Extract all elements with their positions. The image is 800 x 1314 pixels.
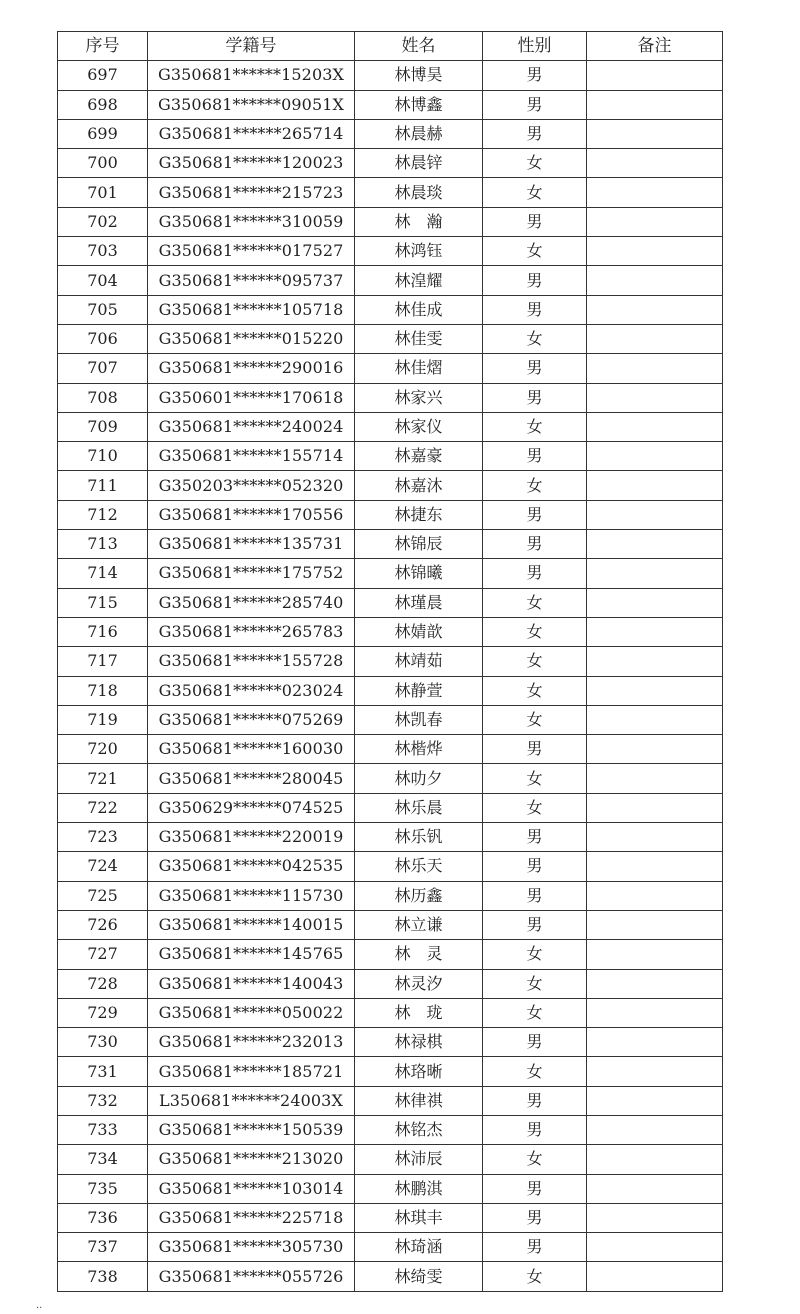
name-cell: 林 灵	[355, 940, 483, 969]
seq-cell: 731	[58, 1057, 148, 1086]
header-gender: 性别	[483, 32, 587, 61]
note-cell	[587, 793, 723, 822]
table-row	[58, 383, 723, 412]
name-cell: 林楷烨	[355, 735, 483, 764]
seq-cell: 707	[58, 354, 148, 383]
note-cell	[587, 1086, 723, 1115]
gender-cell: 女	[483, 1145, 587, 1174]
gender-cell: 女	[483, 1057, 587, 1086]
gender-cell: 女	[483, 588, 587, 617]
seq-cell: 700	[58, 149, 148, 178]
gender-cell: 女	[483, 793, 587, 822]
table-header	[58, 32, 723, 61]
table-row	[58, 588, 723, 617]
gender-cell: 男	[483, 295, 587, 324]
student-id-cell: G350681******075269	[148, 705, 355, 734]
gender-cell: 男	[483, 207, 587, 236]
seq-cell: 702	[58, 207, 148, 236]
gender-cell: 男	[483, 910, 587, 939]
student-id-cell: G350681******015220	[148, 324, 355, 353]
student-id-cell: G350681******170556	[148, 500, 355, 529]
name-cell: 林琦涵	[355, 1233, 483, 1262]
seq-cell: 709	[58, 412, 148, 441]
note-cell	[587, 1174, 723, 1203]
student-id-cell: G350681******232013	[148, 1028, 355, 1057]
seq-cell: 732	[58, 1086, 148, 1115]
gender-cell: 男	[483, 90, 587, 119]
student-id-cell: G350681******155728	[148, 647, 355, 676]
student-id-cell: G350681******09051X	[148, 90, 355, 119]
note-cell	[587, 998, 723, 1027]
gender-cell: 女	[483, 471, 587, 500]
name-cell: 林湟耀	[355, 266, 483, 295]
table-row	[58, 295, 723, 324]
table-row	[58, 1115, 723, 1144]
student-id-cell: G350681******095737	[148, 266, 355, 295]
student-id-cell: G350681******135731	[148, 530, 355, 559]
note-cell	[587, 705, 723, 734]
student-id-cell: G350681******310059	[148, 207, 355, 236]
table-row	[58, 910, 723, 939]
note-cell	[587, 237, 723, 266]
seq-cell: 725	[58, 881, 148, 910]
name-cell: 林灵汐	[355, 969, 483, 998]
student-id-cell: G350681******140043	[148, 969, 355, 998]
student-id-cell: G350681******305730	[148, 1233, 355, 1262]
name-cell: 林锦辰	[355, 530, 483, 559]
name-cell: 林鹏淇	[355, 1174, 483, 1203]
student-id-cell: G350681******160030	[148, 735, 355, 764]
seq-cell: 714	[58, 559, 148, 588]
seq-cell: 737	[58, 1233, 148, 1262]
gender-cell: 男	[483, 1174, 587, 1203]
gender-cell: 男	[483, 354, 587, 383]
seq-cell: 703	[58, 237, 148, 266]
gender-cell: 女	[483, 237, 587, 266]
student-id-cell: G350681******105718	[148, 295, 355, 324]
table-row	[58, 1057, 723, 1086]
table-row	[58, 178, 723, 207]
name-cell: 林鸿钰	[355, 237, 483, 266]
name-cell: 林婧歆	[355, 617, 483, 646]
table-row	[58, 324, 723, 353]
note-cell	[587, 530, 723, 559]
seq-cell: 710	[58, 442, 148, 471]
student-id-cell: G350681******220019	[148, 823, 355, 852]
note-cell	[587, 1115, 723, 1144]
gender-cell: 男	[483, 530, 587, 559]
seq-cell: 713	[58, 530, 148, 559]
note-cell	[587, 442, 723, 471]
seq-cell: 738	[58, 1262, 148, 1291]
header-name: 姓名	[355, 32, 483, 61]
note-cell	[587, 588, 723, 617]
note-cell	[587, 676, 723, 705]
table-row	[58, 207, 723, 236]
name-cell: 林乐钒	[355, 823, 483, 852]
name-cell: 林珞晰	[355, 1057, 483, 1086]
name-cell: 林铭杰	[355, 1115, 483, 1144]
note-cell	[587, 471, 723, 500]
student-id-cell: G350681******280045	[148, 764, 355, 793]
table-row	[58, 61, 723, 90]
name-cell: 林 珑	[355, 998, 483, 1027]
student-id-cell: G350601******170618	[148, 383, 355, 412]
gender-cell: 女	[483, 412, 587, 441]
table-row	[58, 969, 723, 998]
table-row	[58, 500, 723, 529]
name-cell: 林晨锌	[355, 149, 483, 178]
note-cell	[587, 1203, 723, 1232]
name-cell: 林琪丰	[355, 1203, 483, 1232]
note-cell	[587, 266, 723, 295]
name-cell: 林佳雯	[355, 324, 483, 353]
name-cell: 林嘉豪	[355, 442, 483, 471]
note-cell	[587, 1028, 723, 1057]
name-cell: 林佳熠	[355, 354, 483, 383]
student-id-cell: G350681******155714	[148, 442, 355, 471]
gender-cell: 女	[483, 998, 587, 1027]
gender-cell: 男	[483, 852, 587, 881]
table-row	[58, 1203, 723, 1232]
gender-cell: 男	[483, 823, 587, 852]
table-row	[58, 530, 723, 559]
seq-cell: 705	[58, 295, 148, 324]
name-cell: 林禄棋	[355, 1028, 483, 1057]
gender-cell: 男	[483, 442, 587, 471]
gender-cell: 女	[483, 647, 587, 676]
name-cell: 林家仪	[355, 412, 483, 441]
student-id-cell: G350681******103014	[148, 1174, 355, 1203]
seq-cell: 728	[58, 969, 148, 998]
name-cell: 林晨琰	[355, 178, 483, 207]
table-row	[58, 705, 723, 734]
note-cell	[587, 647, 723, 676]
seq-cell: 716	[58, 617, 148, 646]
seq-cell: 697	[58, 61, 148, 90]
note-cell	[587, 852, 723, 881]
seq-cell: 701	[58, 178, 148, 207]
table-row	[58, 647, 723, 676]
note-cell	[587, 178, 723, 207]
table-row	[58, 735, 723, 764]
seq-cell: 734	[58, 1145, 148, 1174]
student-id-cell: L350681******24003X	[148, 1086, 355, 1115]
seq-cell: 719	[58, 705, 148, 734]
seq-cell: 712	[58, 500, 148, 529]
seq-cell: 736	[58, 1203, 148, 1232]
seq-cell: 722	[58, 793, 148, 822]
name-cell: 林嘉沐	[355, 471, 483, 500]
name-cell: 林绮雯	[355, 1262, 483, 1291]
note-cell	[587, 207, 723, 236]
table-row	[58, 617, 723, 646]
gender-cell: 女	[483, 764, 587, 793]
note-cell	[587, 1057, 723, 1086]
gender-cell: 女	[483, 1262, 587, 1291]
gender-cell: 女	[483, 149, 587, 178]
student-id-cell: G350681******175752	[148, 559, 355, 588]
table-row	[58, 940, 723, 969]
student-id-cell: G350681******042535	[148, 852, 355, 881]
table-row	[58, 764, 723, 793]
header-note: 备注	[587, 32, 723, 61]
note-cell	[587, 1145, 723, 1174]
table-row	[58, 412, 723, 441]
gender-cell: 男	[483, 559, 587, 588]
student-id-cell: G350681******213020	[148, 1145, 355, 1174]
name-cell: 林家兴	[355, 383, 483, 412]
gender-cell: 女	[483, 324, 587, 353]
seq-cell: 708	[58, 383, 148, 412]
student-id-cell: G350681******215723	[148, 178, 355, 207]
seq-cell: 698	[58, 90, 148, 119]
student-id-cell: G350629******074525	[148, 793, 355, 822]
table-row	[58, 676, 723, 705]
gender-cell: 男	[483, 1028, 587, 1057]
table-row	[58, 1145, 723, 1174]
note-cell	[587, 881, 723, 910]
note-cell	[587, 735, 723, 764]
name-cell: 林 瀚	[355, 207, 483, 236]
gender-cell: 女	[483, 178, 587, 207]
seq-cell: 733	[58, 1115, 148, 1144]
table-row	[58, 881, 723, 910]
student-id-cell: G350681******265714	[148, 119, 355, 148]
student-id-cell: G350681******120023	[148, 149, 355, 178]
table-row	[58, 1086, 723, 1115]
note-cell	[587, 969, 723, 998]
student-id-cell: G350681******265783	[148, 617, 355, 646]
note-cell	[587, 412, 723, 441]
table-row	[58, 1233, 723, 1262]
seq-cell: 721	[58, 764, 148, 793]
table-row	[58, 998, 723, 1027]
student-id-cell: G350681******290016	[148, 354, 355, 383]
gender-cell: 女	[483, 617, 587, 646]
student-id-cell: G350203******052320	[148, 471, 355, 500]
name-cell: 林立谦	[355, 910, 483, 939]
name-cell: 林捷东	[355, 500, 483, 529]
seq-cell: 727	[58, 940, 148, 969]
gender-cell: 男	[483, 266, 587, 295]
seq-cell: 720	[58, 735, 148, 764]
table-row	[58, 1028, 723, 1057]
student-id-cell: G350681******150539	[148, 1115, 355, 1144]
gender-cell: 男	[483, 119, 587, 148]
student-id-cell: G350681******115730	[148, 881, 355, 910]
name-cell: 林博昊	[355, 61, 483, 90]
student-id-cell: G350681******145765	[148, 940, 355, 969]
header-seq: 序号	[58, 32, 148, 61]
header-row	[58, 32, 723, 61]
student-id-cell: G350681******240024	[148, 412, 355, 441]
note-cell	[587, 119, 723, 148]
seq-cell: 704	[58, 266, 148, 295]
note-cell	[587, 324, 723, 353]
table-row	[58, 1174, 723, 1203]
name-cell: 林佳成	[355, 295, 483, 324]
note-cell	[587, 383, 723, 412]
note-cell	[587, 354, 723, 383]
gender-cell: 男	[483, 61, 587, 90]
seq-cell: 706	[58, 324, 148, 353]
seq-cell: 717	[58, 647, 148, 676]
student-id-cell: G350681******185721	[148, 1057, 355, 1086]
table-row	[58, 149, 723, 178]
name-cell: 林靖茹	[355, 647, 483, 676]
note-cell	[587, 61, 723, 90]
student-id-cell: G350681******225718	[148, 1203, 355, 1232]
gender-cell: 男	[483, 1203, 587, 1232]
student-id-cell: G350681******023024	[148, 676, 355, 705]
student-id-cell: G350681******017527	[148, 237, 355, 266]
student-id-cell: G350681******055726	[148, 1262, 355, 1291]
table-row	[58, 119, 723, 148]
page-footer-mark: ··	[36, 1303, 43, 1314]
note-cell	[587, 1262, 723, 1291]
seq-cell: 718	[58, 676, 148, 705]
seq-cell: 729	[58, 998, 148, 1027]
note-cell	[587, 1233, 723, 1262]
name-cell: 林静萱	[355, 676, 483, 705]
seq-cell: 723	[58, 823, 148, 852]
note-cell	[587, 764, 723, 793]
gender-cell: 女	[483, 676, 587, 705]
table-row	[58, 793, 723, 822]
note-cell	[587, 559, 723, 588]
gender-cell: 男	[483, 1115, 587, 1144]
gender-cell: 男	[483, 383, 587, 412]
note-cell	[587, 500, 723, 529]
name-cell: 林博鑫	[355, 90, 483, 119]
note-cell	[587, 295, 723, 324]
table-row	[58, 1262, 723, 1291]
table-row	[58, 442, 723, 471]
seq-cell: 715	[58, 588, 148, 617]
table-row	[58, 266, 723, 295]
seq-cell: 711	[58, 471, 148, 500]
table-row	[58, 852, 723, 881]
student-id-cell: G350681******15203X	[148, 61, 355, 90]
name-cell: 林叻夕	[355, 764, 483, 793]
gender-cell: 男	[483, 881, 587, 910]
gender-cell: 女	[483, 969, 587, 998]
name-cell: 林晨赫	[355, 119, 483, 148]
gender-cell: 女	[483, 940, 587, 969]
seq-cell: 726	[58, 910, 148, 939]
name-cell: 林乐天	[355, 852, 483, 881]
gender-cell: 男	[483, 1233, 587, 1262]
student-id-cell: G350681******140015	[148, 910, 355, 939]
table-row	[58, 823, 723, 852]
table-row	[58, 559, 723, 588]
note-cell	[587, 149, 723, 178]
name-cell: 林凯春	[355, 705, 483, 734]
note-cell	[587, 910, 723, 939]
name-cell: 林瑾晨	[355, 588, 483, 617]
gender-cell: 男	[483, 500, 587, 529]
gender-cell: 女	[483, 705, 587, 734]
name-cell: 林沛辰	[355, 1145, 483, 1174]
header-student-id: 学籍号	[148, 32, 355, 61]
note-cell	[587, 90, 723, 119]
table-row	[58, 354, 723, 383]
seq-cell: 735	[58, 1174, 148, 1203]
note-cell	[587, 823, 723, 852]
seq-cell: 730	[58, 1028, 148, 1057]
name-cell: 林乐晨	[355, 793, 483, 822]
note-cell	[587, 940, 723, 969]
table-body	[58, 61, 723, 1291]
name-cell: 林锦曦	[355, 559, 483, 588]
table-row	[58, 237, 723, 266]
table-row	[58, 471, 723, 500]
name-cell: 林历鑫	[355, 881, 483, 910]
table-row	[58, 90, 723, 119]
note-cell	[587, 617, 723, 646]
name-cell: 林律祺	[355, 1086, 483, 1115]
student-roster-table	[57, 31, 723, 1292]
gender-cell: 男	[483, 1086, 587, 1115]
gender-cell: 男	[483, 735, 587, 764]
seq-cell: 724	[58, 852, 148, 881]
student-id-cell: G350681******285740	[148, 588, 355, 617]
student-id-cell: G350681******050022	[148, 998, 355, 1027]
seq-cell: 699	[58, 119, 148, 148]
